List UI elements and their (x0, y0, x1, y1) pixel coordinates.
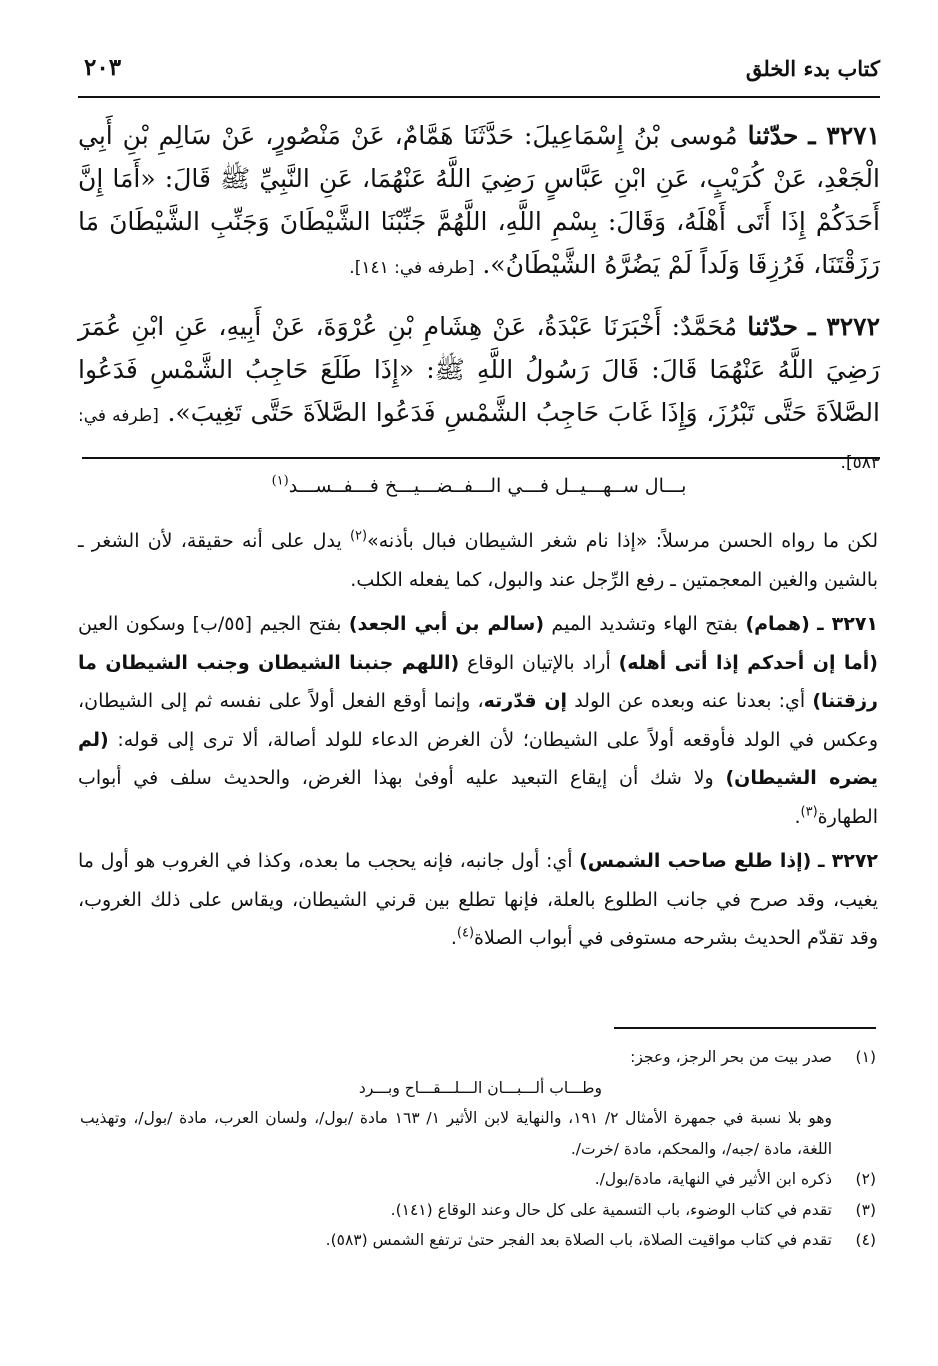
footnote-number: (٤) (855, 1231, 876, 1249)
hadith-cross-reference: [طرفه في: ٥٨٣]. (78, 406, 880, 473)
verse-text: بـــال ســهـــيــل فـــي الـــفــضـــيـــخ فـــفــســـد (288, 475, 687, 497)
footnote-text: تقدم في كتاب الوضوء، باب التسمية على كل حال وعند الوقاع (١٤١). (390, 1200, 832, 1219)
footnote-ref: (١) (271, 473, 289, 489)
verse-line (78, 468, 880, 504)
footnote-ref: (٤) (456, 925, 475, 941)
footnote-ref: (٣) (800, 804, 818, 820)
commentary-text: ولا شك أن إيقاع التبعيد عليه أوفىٰ بهذا الغرض، والحديث سلف في أبواب الطهارة (78, 767, 878, 828)
footnote-4 (80, 1225, 876, 1256)
commentary-text: أي: أول جانبه، فإنه يحجب ما بعده، وكذا في الغروب هو أول ما يغيب، وقد صرح في جانب الطلوع بالعلة، فإنها تطلع بين قرني الشيطان، ويقاس على ذلك الغروب، وقد تقدّم الحديث بشرحه مستوفى في أبواب الصلاة (78, 850, 878, 949)
commentary-number: ٣٢٧٢ ـ (817, 850, 879, 872)
quoted-phrase: (لم يضره الشيطان) (78, 728, 878, 789)
footnote-number: (٣) (855, 1200, 876, 1219)
footnote-number: (٢) (855, 1170, 876, 1188)
footnote-ref: (٢) (349, 528, 368, 544)
page-number: ٢٠٣ (84, 54, 122, 81)
commentary-text: . (794, 805, 801, 828)
footnote-2 (80, 1164, 876, 1195)
commentary-text: أي: بعدنا عنه وبعده عن الولد (567, 690, 813, 712)
footnote-1 (80, 1042, 876, 1164)
commentary-text: . (450, 927, 457, 949)
commentary-text: لكن ما رواه الحسن مرسلاً: «إذا نام شغر الشيطان فبال بأذنه» (367, 530, 878, 552)
quoted-phrase: (إذا طلع صاحب الشمس) (579, 850, 812, 872)
hadith-cross-reference: [طرفه في: ١٤١]. (349, 258, 475, 278)
footnote-text: تقدم في كتاب مواقيت الصلاة، باب الصلاة بعد الفجر حتىٰ ترتفع الشمس (٥٨٣). (325, 1231, 832, 1249)
commentary-text: أراد بالإتيان الوقاع (459, 651, 619, 674)
hadith-narrator: حدّثنا (747, 121, 799, 150)
footnote-text: صدر بيت من بحر الرجز، وعجز: (630, 1048, 832, 1066)
footnote-text: وهو بلا نسبة في جمهرة الأمثال ٢/ ١٩١، والنهاية لابن الأثير ١/ ١٦٣ مادة /بول/، ولسان العرب، مادة /بول/، وتهذيب اللغة، مادة /جبه/، والمحكم، مادة /خرت/. (80, 1109, 832, 1158)
running-title: كتاب بدء الخلق (745, 56, 880, 81)
hadith-narrator: حدّثنا (747, 312, 798, 341)
commentary-text: ، وإنما أوقع الفعل أولاً على نفسه ثم إلى الشيطان، وعكس في الولد فأوقعه أولاً على الشيطان؛ لأن الغرض الدعاء للولد أصالة، ألا ترى إلى قوله: (78, 690, 878, 751)
footnotes (80, 1042, 876, 1256)
commentary (78, 522, 878, 964)
footnote-number: (١) (855, 1048, 876, 1066)
commentary-number: ٣٢٧١ ـ (817, 613, 879, 635)
commentary-text: بفتح الهاء وتشديد الميم (544, 613, 746, 635)
hadith-3271 (78, 114, 880, 290)
commentary-paragraph (78, 522, 878, 599)
quoted-phrase: (سالم بن أبي الجعد) (348, 613, 545, 635)
quoted-phrase: (أما إن أحدكم إذا أتى أهله) (618, 651, 878, 674)
hadith-number: ٣٢٧٢ ـ (808, 312, 880, 341)
hadith-text: مُحَمَّدٌ: أَخْبَرَنَا عَبْدَةُ، عَنْ هِشَامِ بْنِ عُرْوَةَ، عَنْ أَبِيهِ، عَنِ ابْنِ عُمَرَ رَضِيَ اللَّهُ عَنْهُمَا قَالَ: قَالَ رَسُولُ اللَّهِ ﷺ: «إِذَا طَلَعَ حَاجِبُ الشَّمْسِ فَدَعُوا الصَّلاَةَ حَتَّى تَبْرُزَ، وَإِذَا غَابَ حَاجِبُ الشَّمْسِ فَدَعُوا الصَّلاَةَ حَتَّى تَغِيبَ». (78, 312, 880, 427)
commentary-paragraph (78, 842, 878, 958)
footnote-3 (80, 1195, 876, 1226)
commentary-text: يدل على أنه حقيقة، لأن الشغر ـ بالشين والغين المعجمتين ـ رفع الرِّجل عند والبول، كما يفعله الكلب. (78, 530, 878, 591)
hadith-number: ٣٢٧١ ـ (808, 121, 881, 150)
hadith-text: مُوسى بْنُ إِسْمَاعِيلَ: حَدَّثَنَا هَمَّامٌ، عَنْ مَنْصُورٍ، عَنْ سَالِمِ بْنِ أَبِي الْجَعْدِ، عَنْ كُرَيْبٍ، عَنِ ابْنِ عَبَّاسٍ رَضِيَ اللَّهُ عَنْهُمَا، عَنِ النَّبِيِّ ﷺ قَالَ: «أَمَا إِنَّ أَحَدَكُمْ إِذَا أَتَى أَهْلَهُ، وَقَالَ: بِسْمِ اللَّهِ، اللَّهُمَّ جَنِّبْنَا الشَّيْطَانَ وَجَنِّبِ الشَّيْطَانَ مَا رَزَقْتَنَا، فَرُزِقَا وَلَداً لَمْ يَضُرَّهُ الشَّيْطَانُ». (78, 121, 880, 279)
footnote-rule (614, 1027, 876, 1029)
commentary-paragraph (78, 605, 878, 836)
quoted-phrase: إن قدّرته (483, 690, 568, 712)
commentary-text: بفتح الجيم [٥٥/ب] وسكون العين (78, 613, 349, 635)
quoted-phrase: (همام) (745, 613, 810, 635)
footnote-text: ذكره ابن الأثير في النهاية، مادة/بول/. (594, 1170, 832, 1188)
page-header (78, 50, 880, 98)
footnote-hemistich: وطـــاب ألـــبـــان الـــلـــقـــاح وبـــرد (358, 1078, 602, 1097)
quoted-phrase: (اللهم جنبنا الشيطان وجنب الشيطان ما رزقتنا) (78, 651, 878, 712)
text-commentary-divider (82, 457, 880, 459)
